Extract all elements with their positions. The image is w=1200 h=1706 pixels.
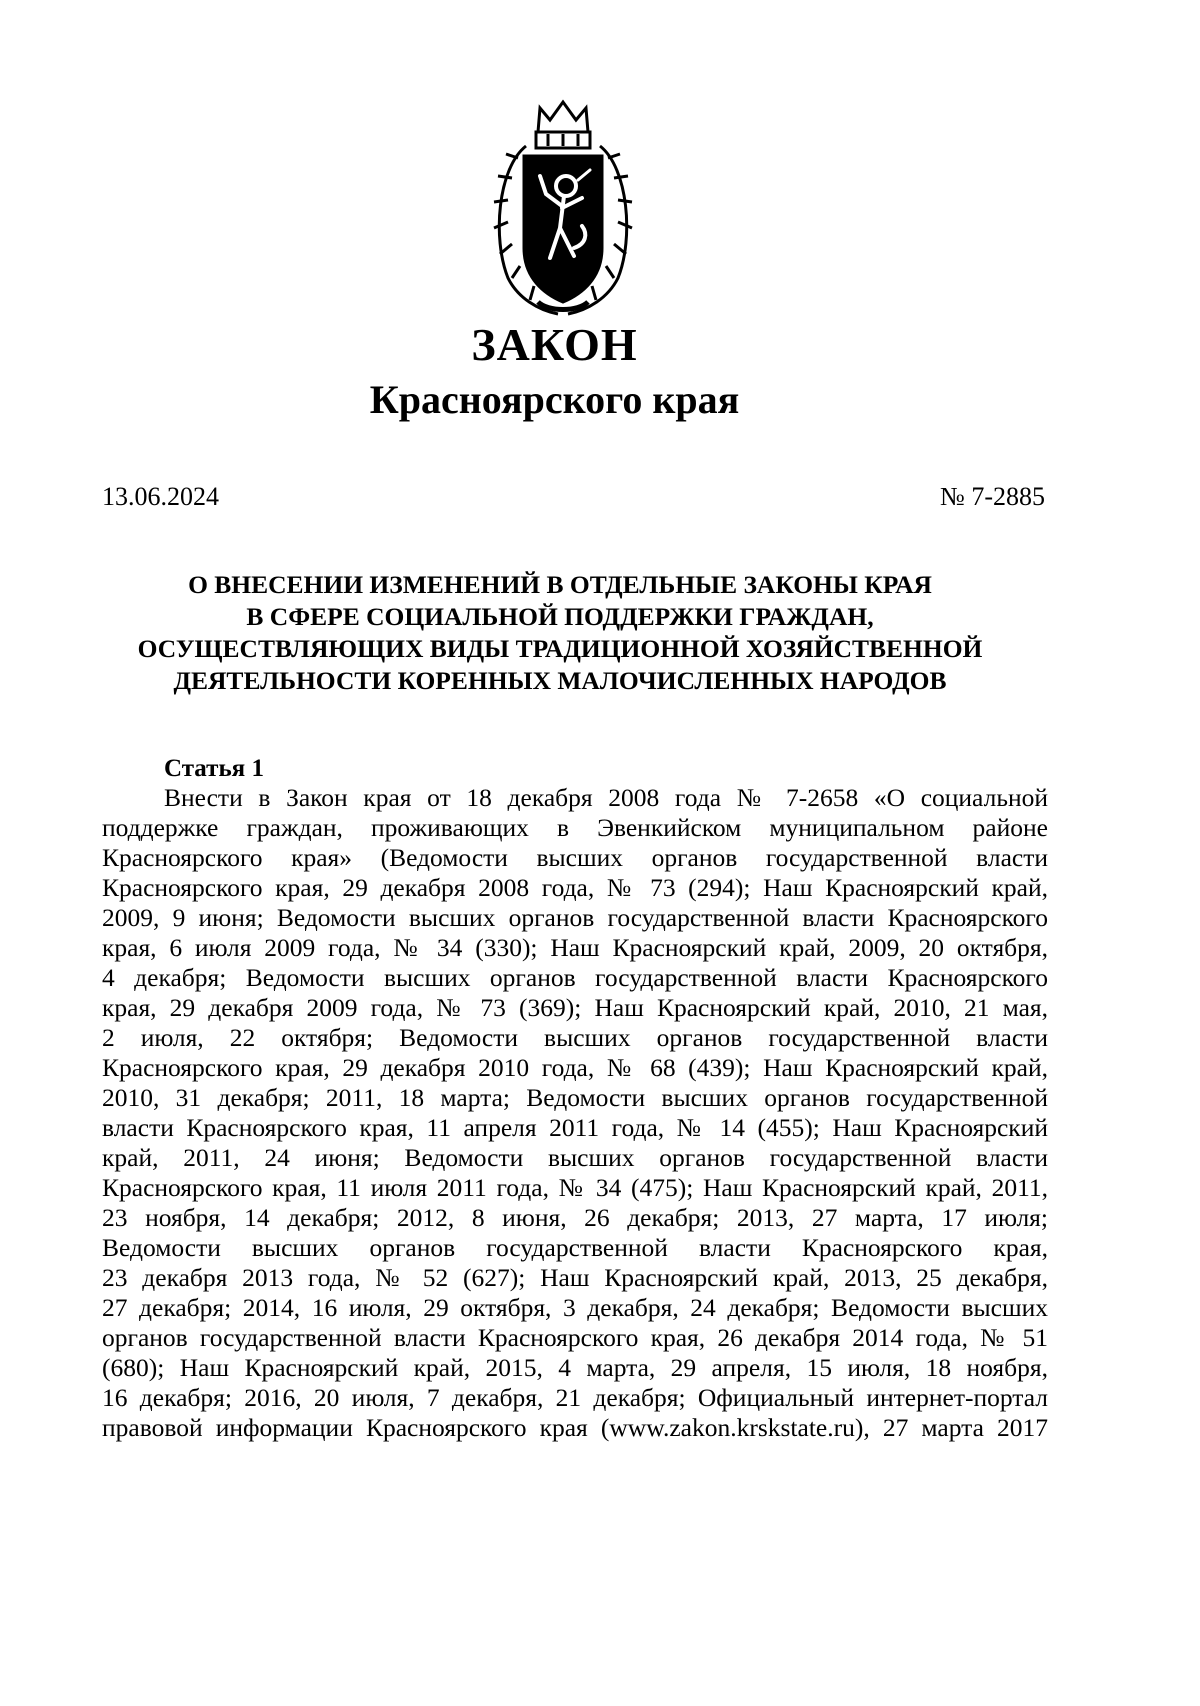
body-line: 27 декабря; 2014, 16 июля, 29 октября, 3 декабря, 24 декабря; Ведомости высших	[102, 1293, 1048, 1322]
body-line: 16 декабря; 2016, 20 июля, 7 декабря, 21 декабря; Официальный интернет-портал	[102, 1383, 1048, 1412]
coat-of-arms-emblem	[478, 98, 648, 323]
body-line: Внести в Закон края от 18 декабря 2008 года № 7-2658 «О социальной	[164, 783, 1048, 812]
document-number: № 7-2885	[940, 482, 1045, 511]
body-line: (680); Наш Красноярский край, 2015, 4 марта, 29 апреля, 15 июля, 18 ноября,	[102, 1353, 1048, 1382]
heading-line: О ВНЕСЕНИИ ИЗМЕНЕНИЙ В ОТДЕЛЬНЫЕ ЗАКОНЫ КРАЯ	[188, 570, 932, 599]
body-line: край, 2011, 24 июня; Ведомости высших органов государственной власти	[102, 1143, 1048, 1172]
body-line: 2 июля, 22 октября; Ведомости высших органов государственной власти	[102, 1023, 1048, 1052]
body-line: Ведомости высших органов государственной власти Красноярского края,	[102, 1233, 1048, 1262]
body-line: 23 ноября, 14 декабря; 2012, 8 июня, 26 декабря; 2013, 27 марта, 17 июля;	[102, 1203, 1048, 1232]
body-line: правовой информации Красноярского края (www.zakon.krskstate.ru), 27 марта 2017	[102, 1413, 1048, 1442]
body-line: власти Красноярского края, 11 апреля 2011 года, № 14 (455); Наш Красноярский	[102, 1113, 1048, 1142]
article-title: Статья 1	[164, 755, 264, 782]
heading-line: ДЕЯТЕЛЬНОСТИ КОРЕННЫХ МАЛОЧИСЛЕННЫХ НАРОДОВ	[173, 666, 947, 695]
body-line: 23 декабря 2013 года, № 52 (627); Наш Красноярский край, 2013, 25 декабря,	[102, 1263, 1048, 1292]
body-line: края, 29 декабря 2009 года, № 73 (369); Наш Красноярский край, 2010, 21 мая,	[102, 993, 1048, 1022]
document-subtitle: Красноярского края	[369, 377, 740, 422]
body-line: 4 декабря; Ведомости высших органов государственной власти Красноярского	[102, 963, 1048, 992]
body-line: поддержке граждан, проживающих в Эвенкийском муниципальном районе	[102, 813, 1048, 842]
article-body	[102, 783, 1048, 1443]
law-heading	[90, 569, 1030, 697]
heading-line: В СФЕРЕ СОЦИАЛЬНОЙ ПОДДЕРЖКИ ГРАЖДАН,	[246, 602, 874, 631]
body-line: Красноярского края, 11 июля 2011 года, № 34 (475); Наш Красноярский край, 2011,	[102, 1173, 1048, 1202]
body-line: 2009, 9 июня; Ведомости высших органов государственной власти Красноярского	[102, 903, 1048, 932]
body-line: органов государственной власти Красноярского края, 26 декабря 2014 года, № 51	[102, 1323, 1048, 1352]
body-line: 2010, 31 декабря; 2011, 18 марта; Ведомости высших органов государственной	[102, 1083, 1048, 1112]
body-line: Красноярского края, 29 декабря 2008 года, № 73 (294); Наш Красноярский край,	[102, 873, 1048, 902]
body-line: Красноярского края» (Ведомости высших органов государственной власти	[102, 843, 1048, 872]
heading-line: ОСУЩЕСТВЛЯЮЩИХ ВИДЫ ТРАДИЦИОННОЙ ХОЗЯЙСТВЕННОЙ	[137, 634, 983, 663]
document-title: ЗАКОН	[471, 319, 638, 370]
crown-icon	[536, 102, 590, 148]
document-date: 13.06.2024	[102, 482, 219, 511]
body-line: края, 6 июля 2009 года, № 34 (330); Наш Красноярский край, 2009, 20 октября,	[102, 933, 1048, 962]
body-line: Красноярского края, 29 декабря 2010 года, № 68 (439); Наш Красноярский край,	[102, 1053, 1048, 1082]
